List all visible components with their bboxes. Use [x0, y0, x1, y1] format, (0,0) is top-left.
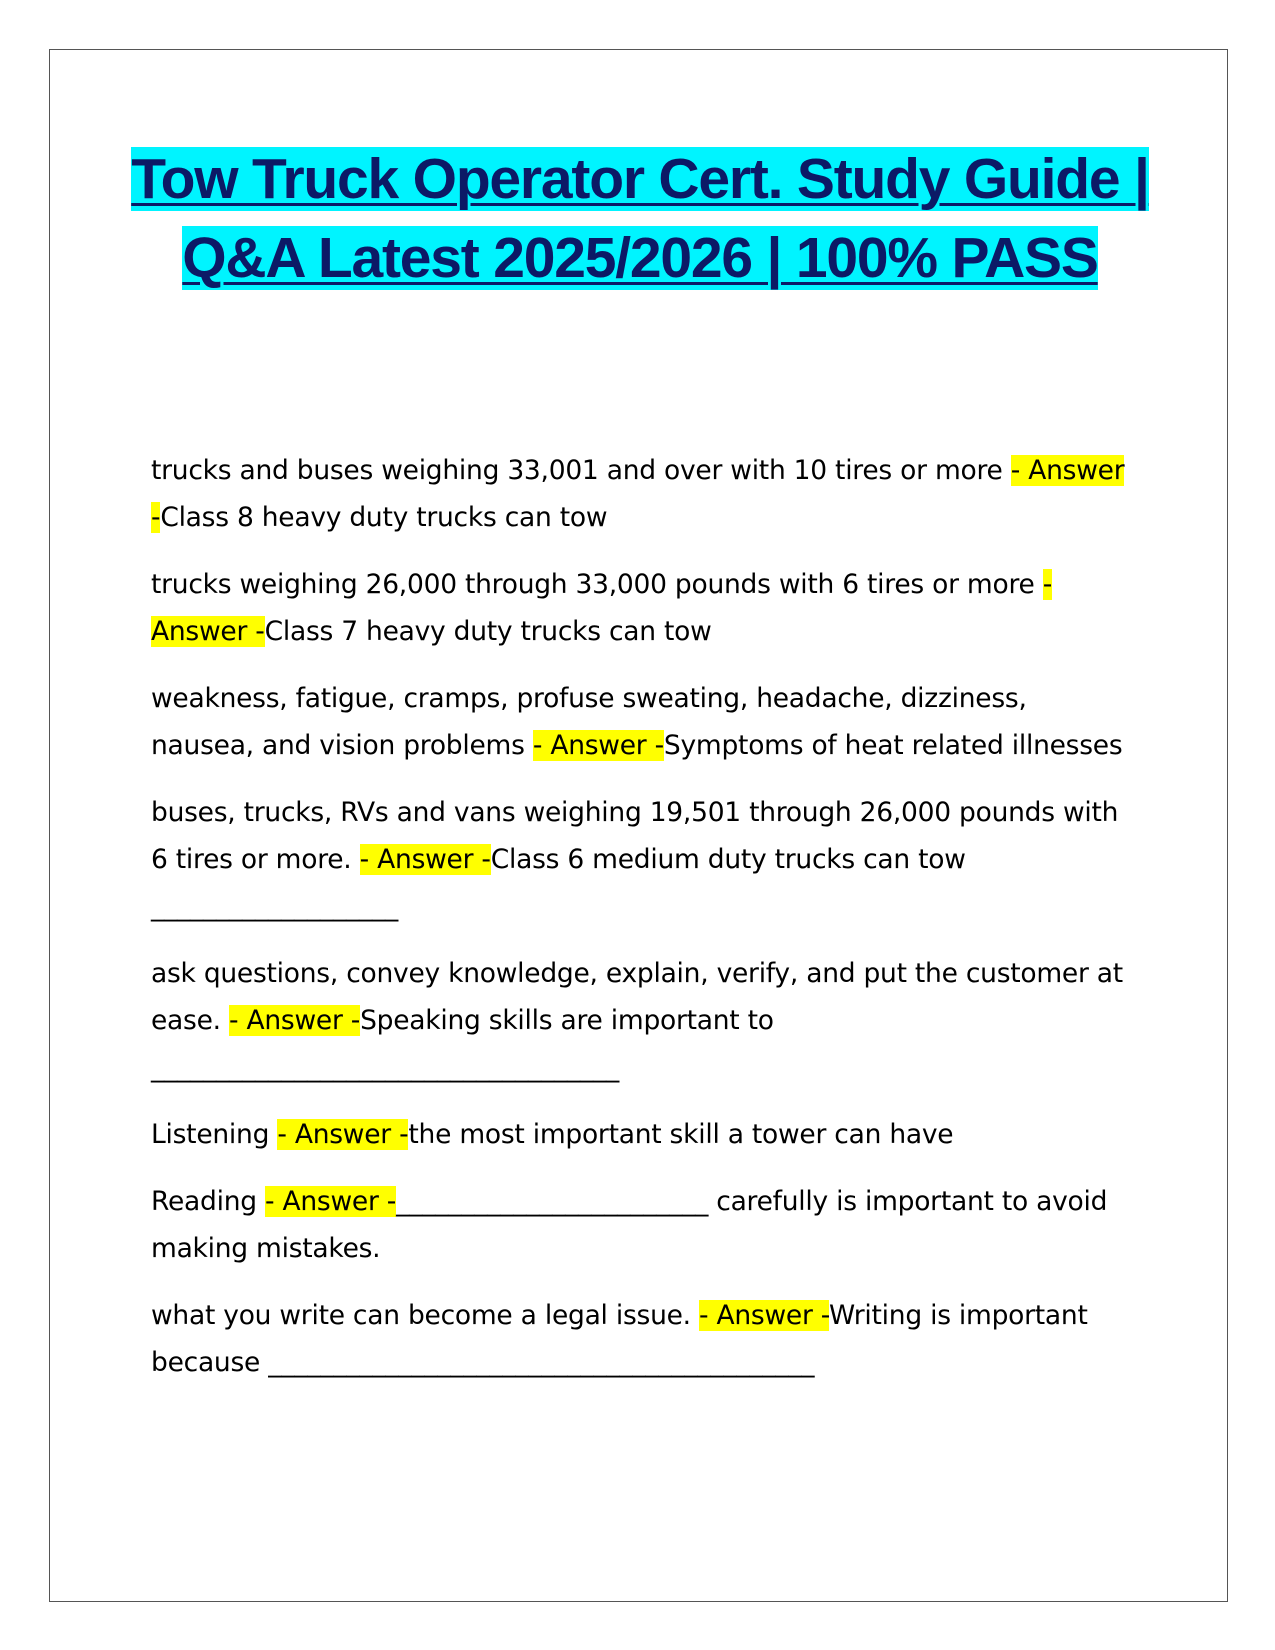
answer-text: the most important skill a tower can have [408, 1119, 954, 1150]
answer-text: Symptoms of heat related illnesses [663, 730, 1123, 761]
qa-item-5 [151, 950, 1131, 1091]
answer-marker: - Answer - [151, 455, 1125, 533]
qa-item-6 [151, 1111, 1131, 1158]
question-text: Reading [151, 1186, 265, 1217]
answer-marker: - Answer - [229, 1005, 361, 1036]
qa-list [151, 447, 1131, 1406]
answer-marker: - Answer - [151, 569, 1053, 647]
answer-text: ________________________ carefully is important to avoid making mistakes. [151, 1186, 1108, 1264]
question-text: weakness, fatigue, cramps, profuse sweating, headache, dizziness, nausea, and vision problems [151, 683, 1027, 761]
answer-marker: - Answer - [359, 844, 491, 875]
qa-item-1 [151, 447, 1131, 541]
answer-text: Speaking skills are important to ____________________________________ [151, 1005, 774, 1083]
question-text: Listening [151, 1119, 278, 1150]
question-text: buses, trucks, RVs and vans weighing 19,501 through 26,000 pounds with 6 tires or more. [151, 797, 1119, 875]
question-text: ask questions, convey knowledge, explain, verify, and put the customer at ease. [151, 958, 1123, 1036]
document-title [120, 140, 1160, 298]
answer-marker: - Answer - [265, 1186, 397, 1217]
title-block [120, 140, 1160, 298]
question-text: trucks weighing 26,000 through 33,000 pounds with 6 tires or more [151, 569, 1043, 600]
document-title-text: Tow Truck Operator Cert. Study Guide | Q&A Latest 2025/2026 | 100% PASS [131, 147, 1149, 290]
question-text: trucks and buses weighing 33,001 and over with 10 tires or more [151, 455, 1011, 486]
answer-text: Class 7 heavy duty trucks can tow [264, 616, 712, 647]
question-text: what you write can become a legal issue. [151, 1300, 700, 1331]
qa-item-3 [151, 675, 1131, 769]
answer-marker: - Answer - [277, 1119, 409, 1150]
answer-text: Class 6 medium duty trucks can tow ___________________ [151, 844, 966, 922]
answer-marker: - Answer - [699, 1300, 830, 1331]
answer-text: Class 8 heavy duty trucks can tow [160, 502, 608, 533]
answer-marker: - Answer - [532, 730, 664, 761]
answer-text: Writing is important because __________________________________________ [151, 1300, 1088, 1378]
qa-item-4 [151, 789, 1131, 930]
qa-item-7 [151, 1178, 1131, 1272]
qa-item-2 [151, 561, 1131, 655]
qa-item-8 [151, 1292, 1131, 1386]
